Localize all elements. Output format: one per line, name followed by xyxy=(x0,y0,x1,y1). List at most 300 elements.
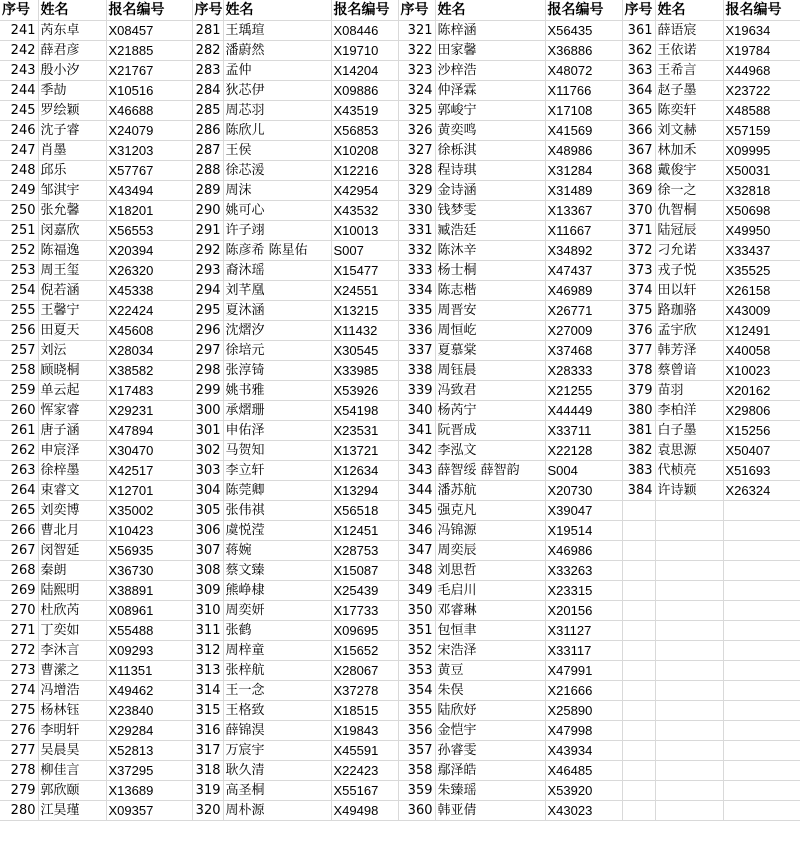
seq-cell: 352 xyxy=(398,641,435,661)
name-cell xyxy=(655,501,723,521)
name-cell: 王希言 xyxy=(655,61,723,81)
code-cell: X56518 xyxy=(331,501,398,521)
seq-cell: 251 xyxy=(0,221,38,241)
name-cell: 周奕辰 xyxy=(435,541,545,561)
seq-cell: 349 xyxy=(398,581,435,601)
name-cell: 张允馨 xyxy=(38,201,106,221)
seq-cell: 262 xyxy=(0,441,38,461)
code-cell: X50407 xyxy=(723,441,800,461)
code-cell: X50698 xyxy=(723,201,800,221)
code-cell: X28333 xyxy=(545,361,622,381)
code-cell: X33263 xyxy=(545,561,622,581)
name-cell: 曹潆之 xyxy=(38,661,106,681)
seq-cell: 272 xyxy=(0,641,38,661)
table-row xyxy=(0,521,800,541)
code-cell: X33711 xyxy=(545,421,622,441)
name-cell: 邹淇宇 xyxy=(38,181,106,201)
code-cell xyxy=(723,661,800,681)
seq-cell: 319 xyxy=(192,781,223,801)
table-row xyxy=(0,361,800,381)
seq-cell: 367 xyxy=(622,141,655,161)
seq-cell: 343 xyxy=(398,461,435,481)
code-cell: X10208 xyxy=(331,141,398,161)
seq-cell: 354 xyxy=(398,681,435,701)
name-cell: 周王玺 xyxy=(38,261,106,281)
name-cell: 袁思源 xyxy=(655,441,723,461)
table-row xyxy=(0,481,800,501)
name-cell: 刘文赫 xyxy=(655,121,723,141)
seq-cell xyxy=(622,501,655,521)
seq-cell: 306 xyxy=(192,521,223,541)
name-cell: 刘沄 xyxy=(38,341,106,361)
table-row xyxy=(0,781,800,801)
name-cell: 陈奕轩 xyxy=(655,101,723,121)
code-cell: X17483 xyxy=(106,381,192,401)
seq-cell: 337 xyxy=(398,341,435,361)
name-cell: 毛启川 xyxy=(435,581,545,601)
name-cell xyxy=(655,621,723,641)
seq-cell: 362 xyxy=(622,41,655,61)
name-cell: 王格致 xyxy=(223,701,331,721)
seq-cell: 302 xyxy=(192,441,223,461)
name-cell: 李沐言 xyxy=(38,641,106,661)
code-cell: X57767 xyxy=(106,161,192,181)
table-row xyxy=(0,41,800,61)
code-cell: X09886 xyxy=(331,81,398,101)
seq-cell: 377 xyxy=(622,341,655,361)
code-cell: X28753 xyxy=(331,541,398,561)
name-cell xyxy=(655,701,723,721)
code-cell: X49950 xyxy=(723,221,800,241)
code-cell xyxy=(723,721,800,741)
table-row xyxy=(0,701,800,721)
name-cell: 单云起 xyxy=(38,381,106,401)
code-cell: X43023 xyxy=(545,801,622,821)
code-cell: X29231 xyxy=(106,401,192,421)
name-cell: 刁允诺 xyxy=(655,241,723,261)
name-cell: 李柏洋 xyxy=(655,401,723,421)
code-cell: X44968 xyxy=(723,61,800,81)
code-cell: X23840 xyxy=(106,701,192,721)
table-row xyxy=(0,721,800,741)
code-cell: X55488 xyxy=(106,621,192,641)
code-cell xyxy=(723,541,800,561)
code-cell: X38891 xyxy=(106,581,192,601)
table-row xyxy=(0,681,800,701)
code-cell: X37468 xyxy=(545,341,622,361)
seq-cell: 293 xyxy=(192,261,223,281)
name-cell: 陈莞卿 xyxy=(223,481,331,501)
code-cell: X19843 xyxy=(331,721,398,741)
seq-cell: 280 xyxy=(0,801,38,821)
seq-cell: 384 xyxy=(622,481,655,501)
name-cell: 周芯羽 xyxy=(223,101,331,121)
seq-cell xyxy=(622,661,655,681)
seq-cell: 258 xyxy=(0,361,38,381)
seq-cell: 333 xyxy=(398,261,435,281)
code-cell: X19784 xyxy=(723,41,800,61)
table-row xyxy=(0,501,800,521)
seq-cell xyxy=(622,621,655,641)
header-code: 报名编号 xyxy=(106,0,192,21)
seq-cell: 373 xyxy=(622,261,655,281)
seq-cell: 308 xyxy=(192,561,223,581)
name-cell: 周沫 xyxy=(223,181,331,201)
seq-cell: 289 xyxy=(192,181,223,201)
name-cell: 申宸泽 xyxy=(38,441,106,461)
name-cell: 韩芳泽 xyxy=(655,341,723,361)
seq-cell: 303 xyxy=(192,461,223,481)
code-cell: X18515 xyxy=(331,701,398,721)
name-cell: 徐梓墨 xyxy=(38,461,106,481)
seq-cell: 243 xyxy=(0,61,38,81)
name-cell: 刘芊凰 xyxy=(223,281,331,301)
seq-cell: 287 xyxy=(192,141,223,161)
code-cell: X31489 xyxy=(545,181,622,201)
name-cell: 姚可心 xyxy=(223,201,331,221)
table-row xyxy=(0,761,800,781)
seq-cell: 261 xyxy=(0,421,38,441)
seq-cell: 274 xyxy=(0,681,38,701)
seq-cell: 322 xyxy=(398,41,435,61)
name-cell: 沙梓浩 xyxy=(435,61,545,81)
code-cell: X33437 xyxy=(723,241,800,261)
table-row xyxy=(0,141,800,161)
seq-cell: 275 xyxy=(0,701,38,721)
seq-cell: 353 xyxy=(398,661,435,681)
name-cell: 田夏天 xyxy=(38,321,106,341)
header-name: 姓名 xyxy=(223,0,331,21)
table-row xyxy=(0,261,800,281)
code-cell xyxy=(723,761,800,781)
name-cell: 唐子涵 xyxy=(38,421,106,441)
seq-cell: 315 xyxy=(192,701,223,721)
code-cell: X22423 xyxy=(331,761,398,781)
code-cell: X12634 xyxy=(331,461,398,481)
code-cell: X53926 xyxy=(331,381,398,401)
seq-cell: 371 xyxy=(622,221,655,241)
seq-cell: 299 xyxy=(192,381,223,401)
code-cell: X36730 xyxy=(106,561,192,581)
name-cell: 周晋安 xyxy=(435,301,545,321)
name-cell: 秦朗 xyxy=(38,561,106,581)
table-row xyxy=(0,661,800,681)
code-cell xyxy=(723,621,800,641)
name-cell: 虞悦滢 xyxy=(223,521,331,541)
code-cell: X21666 xyxy=(545,681,622,701)
code-cell: S004 xyxy=(545,461,622,481)
code-cell: X15477 xyxy=(331,261,398,281)
name-cell: 王馨宁 xyxy=(38,301,106,321)
code-cell: X35002 xyxy=(106,501,192,521)
seq-cell: 332 xyxy=(398,241,435,261)
code-cell: X31203 xyxy=(106,141,192,161)
name-cell: 朱俣 xyxy=(435,681,545,701)
seq-cell xyxy=(622,721,655,741)
code-cell: X23531 xyxy=(331,421,398,441)
name-cell: 芮东卓 xyxy=(38,21,106,41)
name-cell: 冯锦源 xyxy=(435,521,545,541)
table-row xyxy=(0,441,800,461)
code-cell: X21885 xyxy=(106,41,192,61)
code-cell: X48588 xyxy=(723,101,800,121)
name-cell: 夏沐涵 xyxy=(223,301,331,321)
code-cell: X12451 xyxy=(331,521,398,541)
code-cell: X27009 xyxy=(545,321,622,341)
name-cell: 刘奕博 xyxy=(38,501,106,521)
seq-cell: 279 xyxy=(0,781,38,801)
code-cell: X38582 xyxy=(106,361,192,381)
code-cell: X26158 xyxy=(723,281,800,301)
code-cell: X47991 xyxy=(545,661,622,681)
code-cell: X43009 xyxy=(723,301,800,321)
table-row xyxy=(0,21,800,41)
name-cell: 许诗颖 xyxy=(655,481,723,501)
code-cell: X12701 xyxy=(106,481,192,501)
seq-cell: 282 xyxy=(192,41,223,61)
seq-cell: 364 xyxy=(622,81,655,101)
name-cell: 薛君彦 xyxy=(38,41,106,61)
name-cell: 柳佳言 xyxy=(38,761,106,781)
seq-cell: 266 xyxy=(0,521,38,541)
name-cell: 仲泽霖 xyxy=(435,81,545,101)
name-cell: 程诗琪 xyxy=(435,161,545,181)
seq-cell: 313 xyxy=(192,661,223,681)
code-cell: X24079 xyxy=(106,121,192,141)
code-cell: X23722 xyxy=(723,81,800,101)
seq-cell: 245 xyxy=(0,101,38,121)
seq-cell: 340 xyxy=(398,401,435,421)
name-cell: 王侯 xyxy=(223,141,331,161)
seq-cell: 267 xyxy=(0,541,38,561)
code-cell: X09357 xyxy=(106,801,192,821)
seq-cell: 247 xyxy=(0,141,38,161)
code-cell: X43494 xyxy=(106,181,192,201)
code-cell: X33985 xyxy=(331,361,398,381)
name-cell xyxy=(655,781,723,801)
code-cell: X15256 xyxy=(723,421,800,441)
code-cell: X46688 xyxy=(106,101,192,121)
name-cell: 狄芯伊 xyxy=(223,81,331,101)
name-cell: 江昊瑾 xyxy=(38,801,106,821)
name-cell: 闵智延 xyxy=(38,541,106,561)
code-cell xyxy=(723,681,800,701)
code-cell: X36886 xyxy=(545,41,622,61)
name-cell: 薛智绥 薛智韵 xyxy=(435,461,545,481)
name-cell: 林加禾 xyxy=(655,141,723,161)
name-cell: 徐芯湲 xyxy=(223,161,331,181)
seq-cell: 355 xyxy=(398,701,435,721)
name-cell: 潘蔚然 xyxy=(223,41,331,61)
seq-cell: 298 xyxy=(192,361,223,381)
seq-cell xyxy=(622,601,655,621)
code-cell: X45338 xyxy=(106,281,192,301)
code-cell: X52813 xyxy=(106,741,192,761)
seq-cell: 265 xyxy=(0,501,38,521)
code-cell: X19710 xyxy=(331,41,398,61)
name-cell: 周钰晨 xyxy=(435,361,545,381)
name-cell xyxy=(655,521,723,541)
seq-cell: 252 xyxy=(0,241,38,261)
name-cell: 陆熙明 xyxy=(38,581,106,601)
seq-cell: 348 xyxy=(398,561,435,581)
code-cell: X22128 xyxy=(545,441,622,461)
seq-cell: 370 xyxy=(622,201,655,221)
code-cell: X20156 xyxy=(545,601,622,621)
code-cell xyxy=(723,561,800,581)
code-cell: X49498 xyxy=(331,801,398,821)
seq-cell: 263 xyxy=(0,461,38,481)
code-cell: X47998 xyxy=(545,721,622,741)
name-cell: 宋浩泽 xyxy=(435,641,545,661)
seq-cell: 341 xyxy=(398,421,435,441)
name-cell: 张鹤 xyxy=(223,621,331,641)
name-cell: 蒋婉 xyxy=(223,541,331,561)
seq-cell: 281 xyxy=(192,21,223,41)
table-row xyxy=(0,121,800,141)
code-cell xyxy=(723,741,800,761)
code-cell: X47437 xyxy=(545,261,622,281)
name-cell xyxy=(655,721,723,741)
name-cell: 倪若涵 xyxy=(38,281,106,301)
name-cell xyxy=(655,561,723,581)
header-code: 报名编号 xyxy=(331,0,398,21)
seq-cell: 350 xyxy=(398,601,435,621)
name-cell xyxy=(655,741,723,761)
table-row xyxy=(0,801,800,821)
name-cell: 强克凡 xyxy=(435,501,545,521)
name-cell: 钱梦雯 xyxy=(435,201,545,221)
table-row xyxy=(0,341,800,361)
name-cell: 马贺知 xyxy=(223,441,331,461)
code-cell: X13689 xyxy=(106,781,192,801)
name-cell: 李明轩 xyxy=(38,721,106,741)
name-cell: 韩亚倩 xyxy=(435,801,545,821)
seq-cell: 339 xyxy=(398,381,435,401)
seq-cell: 317 xyxy=(192,741,223,761)
name-cell: 王一念 xyxy=(223,681,331,701)
name-cell: 冯致君 xyxy=(435,381,545,401)
table-row xyxy=(0,561,800,581)
seq-cell: 284 xyxy=(192,81,223,101)
code-cell: X12216 xyxy=(331,161,398,181)
table-row xyxy=(0,101,800,121)
code-cell: X53920 xyxy=(545,781,622,801)
code-cell: X32818 xyxy=(723,181,800,201)
table-row xyxy=(0,161,800,181)
name-cell: 金诗涵 xyxy=(435,181,545,201)
name-cell xyxy=(655,641,723,661)
name-cell: 罗绘颖 xyxy=(38,101,106,121)
name-cell: 陆欣妤 xyxy=(435,701,545,721)
name-cell: 申佑泽 xyxy=(223,421,331,441)
name-cell: 周奕妍 xyxy=(223,601,331,621)
name-cell: 杨林钰 xyxy=(38,701,106,721)
name-cell: 代桢亮 xyxy=(655,461,723,481)
name-cell: 陈欣儿 xyxy=(223,121,331,141)
seq-cell: 365 xyxy=(622,101,655,121)
code-cell: X11351 xyxy=(106,661,192,681)
name-cell: 田家馨 xyxy=(435,41,545,61)
table-row xyxy=(0,401,800,421)
code-cell: X31127 xyxy=(545,621,622,641)
seq-cell: 324 xyxy=(398,81,435,101)
code-cell: X19634 xyxy=(723,21,800,41)
name-cell xyxy=(655,581,723,601)
code-cell: X55167 xyxy=(331,781,398,801)
seq-cell: 344 xyxy=(398,481,435,501)
seq-cell: 260 xyxy=(0,401,38,421)
seq-cell: 310 xyxy=(192,601,223,621)
seq-cell: 270 xyxy=(0,601,38,621)
name-cell: 顾晓桐 xyxy=(38,361,106,381)
name-cell: 刘思哲 xyxy=(435,561,545,581)
seq-cell xyxy=(622,801,655,821)
code-cell: X20394 xyxy=(106,241,192,261)
name-cell: 金恺宇 xyxy=(435,721,545,741)
table-row xyxy=(0,581,800,601)
name-cell: 薛锦淏 xyxy=(223,721,331,741)
name-cell: 熊峥棣 xyxy=(223,581,331,601)
header-name: 姓名 xyxy=(435,0,545,21)
code-cell: X22424 xyxy=(106,301,192,321)
code-cell: X46989 xyxy=(545,281,622,301)
name-cell: 邱乐 xyxy=(38,161,106,181)
code-cell: X48986 xyxy=(545,141,622,161)
name-cell: 蔡曾谙 xyxy=(655,361,723,381)
table-row xyxy=(0,281,800,301)
name-cell: 杨士桐 xyxy=(435,261,545,281)
name-cell: 王瑀瑄 xyxy=(223,21,331,41)
code-cell: X08961 xyxy=(106,601,192,621)
code-cell: X45608 xyxy=(106,321,192,341)
seq-cell: 301 xyxy=(192,421,223,441)
code-cell: X43532 xyxy=(331,201,398,221)
table-row xyxy=(0,321,800,341)
seq-cell xyxy=(622,701,655,721)
name-cell: 蔡文臻 xyxy=(223,561,331,581)
code-cell: X11766 xyxy=(545,81,622,101)
name-cell: 裔沐瑶 xyxy=(223,261,331,281)
seq-cell: 382 xyxy=(622,441,655,461)
name-cell: 黄豆 xyxy=(435,661,545,681)
code-cell: X13721 xyxy=(331,441,398,461)
name-cell: 周恒屹 xyxy=(435,321,545,341)
code-cell: X37295 xyxy=(106,761,192,781)
seq-cell: 323 xyxy=(398,61,435,81)
code-cell: X28034 xyxy=(106,341,192,361)
seq-cell: 357 xyxy=(398,741,435,761)
name-cell: 万宸宇 xyxy=(223,741,331,761)
code-cell: X42954 xyxy=(331,181,398,201)
table-row xyxy=(0,81,800,101)
seq-cell: 244 xyxy=(0,81,38,101)
name-cell: 徐培元 xyxy=(223,341,331,361)
code-cell: X17733 xyxy=(331,601,398,621)
name-cell: 陈福逸 xyxy=(38,241,106,261)
table-row xyxy=(0,421,800,441)
name-cell: 冯增浩 xyxy=(38,681,106,701)
seq-cell: 325 xyxy=(398,101,435,121)
code-cell: X08457 xyxy=(106,21,192,41)
seq-cell: 331 xyxy=(398,221,435,241)
seq-cell: 318 xyxy=(192,761,223,781)
name-cell xyxy=(655,801,723,821)
code-cell: X21255 xyxy=(545,381,622,401)
code-cell: X13215 xyxy=(331,301,398,321)
seq-cell xyxy=(622,681,655,701)
seq-cell: 241 xyxy=(0,21,38,41)
